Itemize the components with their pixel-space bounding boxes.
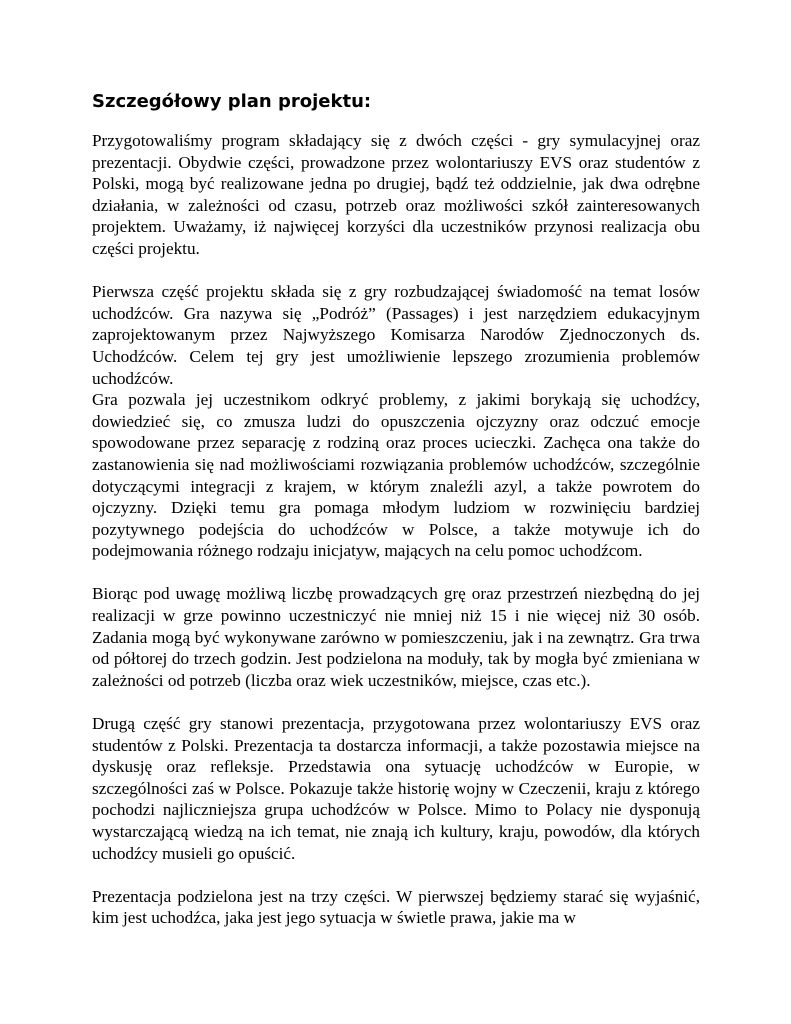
paragraph-presentation-parts: Prezentacja podzielona jest na trzy części. W pierwszej będziemy starać się wyjaśnić, kim jest uchodźca, jaka jest jego sytuacja w świetle prawa, jakie ma w bbox=[92, 886, 700, 928]
paragraph-gap bbox=[92, 260, 700, 282]
paragraph-game-goals: Gra pozwala jej uczestnikom odkryć problemy, z jakimi borykają się uchodźcy, dowiedzieć się, co zmusza ludzi do opuszczenia ojczyzny oraz odczuć emocje spowodowane przez separację z rodziną oraz proces ucieczki. Zachęca ona także do zastanowienia się nad możliwościami rozwiązania problemów uchodźców, szczególnie dotyczącymi integracji z krajem, w którym znaleźli azyl, a także powrotem do ojczyzny. Dzięki temu gra pomaga młodym ludziom w rozwinięciu bardziej pozytywnego podejścia do uchodźców w Polsce, a także motywuje ich do podejmowania różnego rodzaju inicjatyw, mających na celu pomoc uchodźcom. bbox=[92, 390, 700, 561]
paragraph-game-intro: Pierwsza część projektu składa się z gry rozbudzającej świadomość na temat losów uchodźców. Gra nazywa się „Podróż” (Passages) i jest narzędziem edukacyjnym zaprojektowanym przez Najwyższego Komisarza Narodów Zjednoczonych ds. Uchodźców. Celem tej gry jest umożliwienie lepszego zrozumienia problemów uchodźców. bbox=[92, 282, 700, 388]
paragraph-game-logistics: Biorąc pod uwagę możliwą liczbę prowadzących grę oraz przestrzeń niezbędną do jej realizacji w grze powinno uczestniczyć nie mniej niż 15 i nie więcej niż 30 osób. Zadania mogą być wykonywane zarówno w pomieszczeniu, jak i na zewnątrz. Gra trwa od półtorej do trzech godzin. Jest podzielona na moduły, tak by mogła być zmieniana w zależności od potrzeb (liczba oraz wiek uczestników, miejsce, czas etc.). bbox=[92, 584, 700, 690]
paragraph-gap bbox=[92, 691, 700, 713]
page-title: Szczegółowy plan projektu: bbox=[92, 91, 372, 112]
paragraph-gap bbox=[92, 562, 700, 584]
paragraph-gap bbox=[92, 864, 700, 886]
paragraph-program-overview: Przygotowaliśmy program składający się z dwóch części - gry symulacyjnej oraz prezentacji. Obydwie części, prowadzone przez wolontariuszy EVS oraz studentów z Polski, mogą być realizowane jedna po drugiej, bądź też oddzielnie, jak dwa odrębne działania, w zależności od czasu, potrzeb oraz możliwości szkół zainteresowanych projektem. Uważamy, iż najwięcej korzyści dla uczestników przynosi realizacja obu części projektu. bbox=[92, 131, 700, 258]
document-body bbox=[92, 90, 700, 929]
paragraph-presentation: Drugą część gry stanowi prezentacja, przygotowana przez wolontariuszy EVS oraz studentów z Polski. Prezentacja ta dostarcza informacji, a także pozostawia miejsce na dyskusję oraz refleksje. Przedstawia ona sytuację uchodźców w Europie, w szczególności zaś w Polsce. Pokazuje także historię wojny w Czeczenii, kraju z którego pochodzi najliczniejsza grupa uchodźców w Polsce. Mimo to Polacy nie dysponują wystarczającą wiedzą na ich temat, nie znają ich kultury, kraju, powodów, dla których uchodźcy musieli go opuścić. bbox=[92, 714, 700, 863]
